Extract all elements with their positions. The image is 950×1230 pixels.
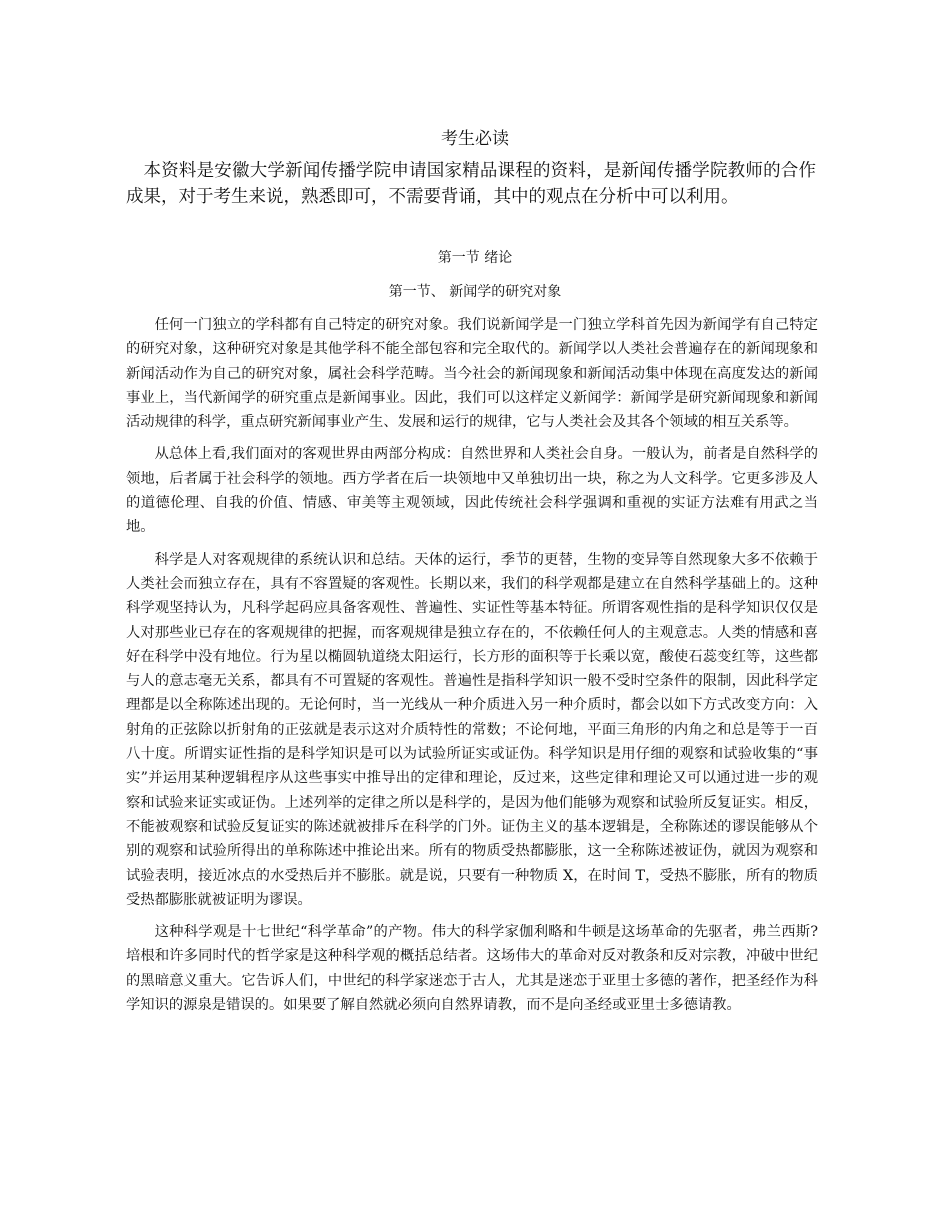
chapter-title: 第一节 绪论 xyxy=(437,250,513,266)
section-title: 第一节、 新闻学的研究对象 xyxy=(388,284,562,300)
paragraph-1: 任何一门独立的学科都有自己特定的研究对象。我们说新闻学是一门独立学科首先因为新闻学有自己特定的研究对象，这种研究对象是其他学科不能全部包容和完全取代的。新闻学以人类社会普遍存在的新闻现象和新闻活动作为自己的研究对象，属社会科学范畴。当今社会的新闻现象和新闻活动集中体现在高度发达的新闻事业上，当代新闻学的研究重点是新闻事业。因此，我们可以这样定义新闻学：新闻学是研究新闻现象和新闻活动规律的科学，重点研究新闻事业产生、发展和运行的规律，它与人类社会及其各个领域的相互关系等。 xyxy=(126,317,818,431)
paragraph-2: 从总体上看,我们面对的客观世界由两部分构成：自然世界和人类社会自身。一般认为，前者是自然科学的领地，后者属于社会科学的领地。西方学者在后一块领地中又单独切出一块，称之为人文科学。它更多涉及人的道德伦理、自我的价值、情感、审美等主观领域，因此传统社会科学强调和重视的实证方法难有用武之当地。 xyxy=(126,446,818,536)
paragraph-3: 科学是人对客观规律的系统认识和总结。天体的运行，季节的更替，生物的变异等自然现象大多不依赖于人类社会而独立存在，具有不容置疑的客观性。长期以来，我们的科学观都是建立在自然科学基础上的。这种科学观坚持认为，凡科学起码应具备客观性、普遍性、实证性等基本特征。所谓客观性指的是科学知识仅仅是人对那些业已存在的客观规律的把握，而客观规律是独立存在的，不依赖任何人的主观意志。人类的情感和喜好在科学中没有地位。行为星以椭圆轨道绕太阳运行，长方形的面积等于长乘以宽，酸使石蕊变红等，这些都与人的意志毫无关系，都具有不可置疑的客观性。普遍性是指科学知识一般不受时空条件的限制，因此科学定理都是以全称陈述出现的。无论何时，当一光线从一种介质进入另一种介质时，都会以如下方式改变方向：入射角的正弦除以折射角的正弦就是表示这对介质特性的常数；不论何地，平面三角形的内角之和总是等于一百八十度。所谓实证性指的是科学知识是可以为试验所证实或证伪。科学知识是用仔细的观察和试验收集的“事实”并运用某种逻辑程序从这些事实中推导出的定律和理论，反过来，这些定律和理论又可以通过进一步的观察和试验来证实或证伪。上述列举的定律之所以是科学的，是因为他们能够为观察和试验所反复证实。相反，不能被观察和试验反复证实的陈述就被排斥在科学的门外。证伪主义的基本逻辑是，全称陈述的谬误能够从个别的观察和试验所得出的单称陈述中推论出来。所有的物质受热都膨胀，这一全称陈述被证伪，就因为观察和试验表明，接近冰点的水受热后并不膨胀。就是说，只要有一种物质 X，在时间 T，受热不膨胀，所有的物质受热都膨胀就被证明为谬误。 xyxy=(126,551,818,908)
notice-title: 考生必读 xyxy=(441,129,509,149)
notice-body: 本资料是安徽大学新闻传播学院申请国家精品课程的资料，是新闻传播学院教师的合作成果，对于考生来说，熟悉即可，不需要背诵，其中的观点在分析中可以利用。 xyxy=(126,161,816,207)
body-content xyxy=(126,313,818,1025)
paragraph-4: 这种科学观是十七世纪“科学革命”的产物。伟大的科学家伽利略和牛顿是这场革命的先驱者，弗兰西斯?培根和许多同时代的哲学家是这种科学观的概括总结者。这场伟大的革命对反对教条和反对宗教，冲破中世纪的黑暗意义重大。它告诉人们，中世纪的科学家迷恋于古人，尤其是迷恋于亚里士多德的著作，把圣经作为科学知识的源泉是错误的。如果要了解自然就必须向自然界请教，而不是向圣经或亚里士多德请教。 xyxy=(126,924,818,1014)
